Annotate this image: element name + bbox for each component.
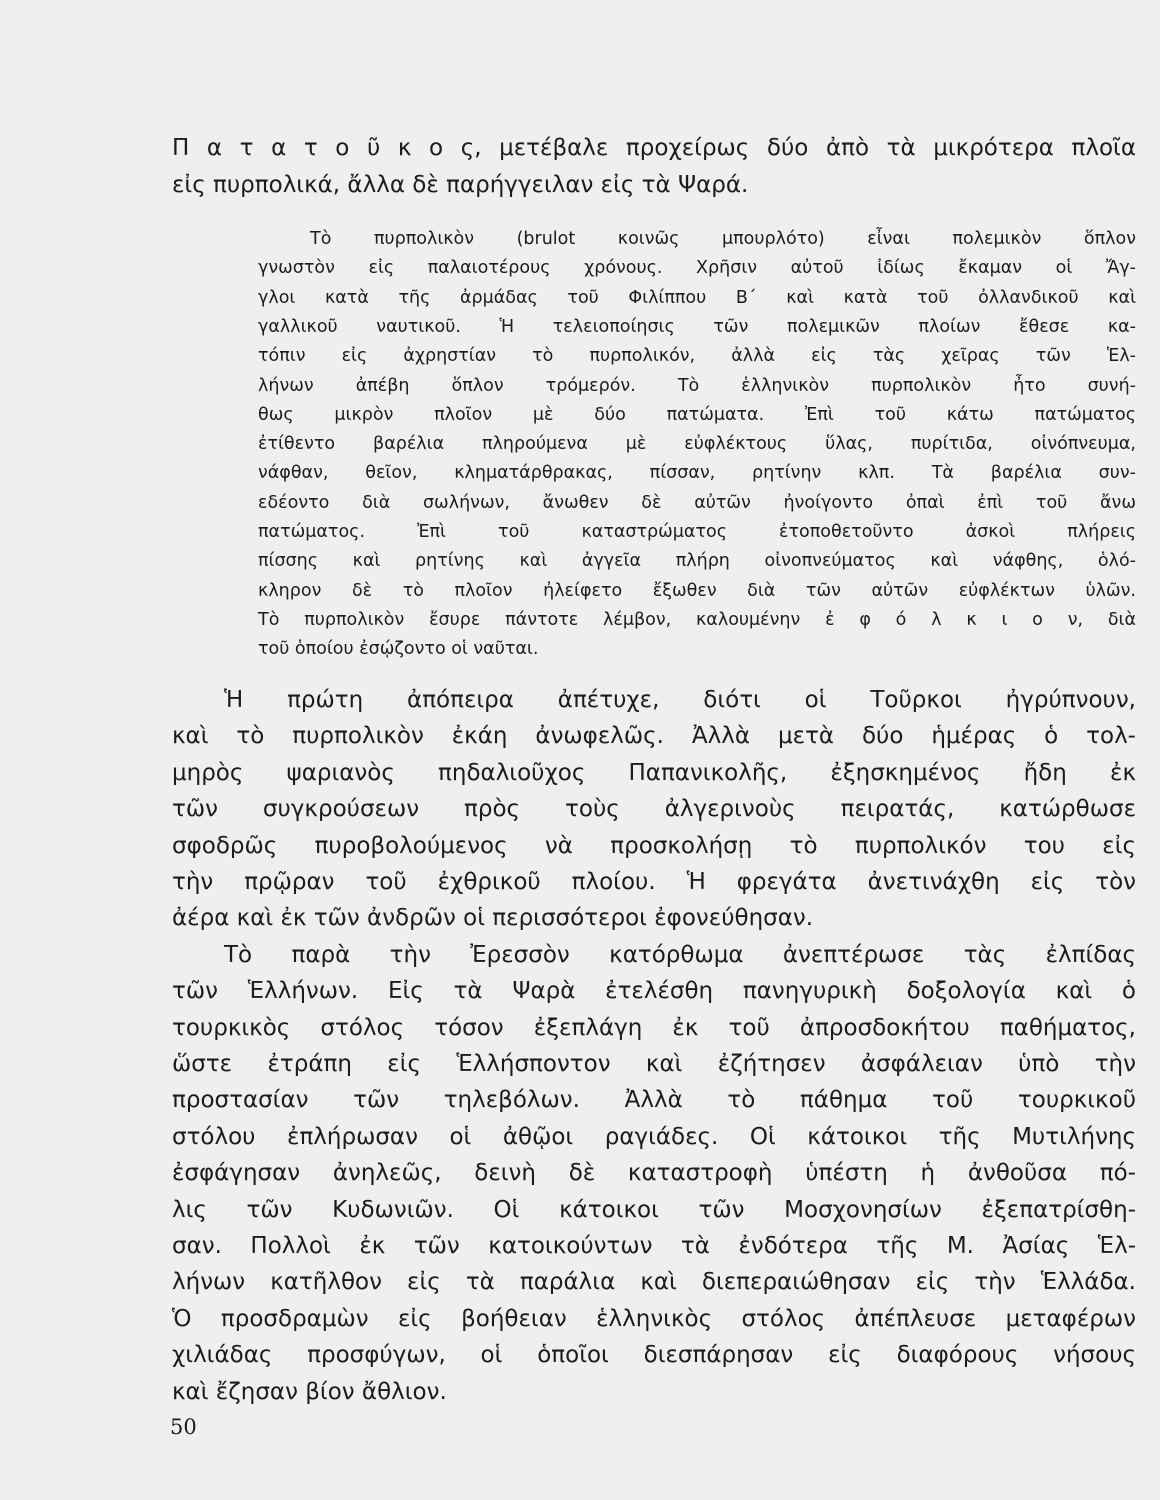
text-line: Ὁ προσδραμὼν εἰς βοήθειαν ἑλληνικὸς στόλος ἀπέπλευσε μεταφέρων bbox=[172, 1305, 1136, 1332]
text-line: νάφθαν, θεῖον, κληματάρθρακας, πίσσαν, ρητίνην κλπ. Τὰ βαρέλια συν- bbox=[258, 463, 1136, 484]
text-line: τουρκικὸς στόλος τόσον ἐξεπλάγη ἐκ τοῦ ἀπροσδοκήτου παθήματος, bbox=[172, 1014, 1136, 1041]
text-line: πατώματος. Ἐπὶ τοῦ καταστρώματος ἐτοποθετοῦντο ἀσκοὶ πλήρεις bbox=[258, 522, 1136, 542]
text-line: καὶ τὸ πυρπολικὸν ἐκάη ἀνωφελῶς. Ἀλλὰ μετὰ δύο ἡμέρας ὁ τολ- bbox=[172, 723, 1136, 750]
text-line: τὴν πρῷραν τοῦ ἐχθρικοῦ πλοίου. Ἡ φρεγάτα ἀνετινάχθη εἰς τὸν bbox=[172, 869, 1136, 895]
text-line: λήνων ἀπέβη ὅπλον τρόμερόν. Τὸ ἑλληνικὸν πυρπολικὸν ἦτο συνή- bbox=[258, 375, 1136, 396]
text-line: Τὸ πυρπολικὸν ἔσυρε πάντοτε λέμβον, καλουμένην ἐ φ ό λ κ ι ο ν, διὰ bbox=[258, 609, 1136, 630]
text-line: γνωστὸν εἰς παλαιοτέρους χρόνους. Χρῆσιν αὐτοῦ ἰδίως ἔκαμαν οἱ Ἄγ- bbox=[258, 258, 1136, 279]
text-line: τῶν συγκρούσεων πρὸς τοὺς ἀλγερινοὺς πειρατάς, κατώρθωσε bbox=[172, 796, 1136, 823]
text-line: Π α τ α τ ο ῦ κ ο ς, μετέβαλε προχείρως δύο ἀπὸ τὰ μικρότερα πλοῖα bbox=[172, 135, 1136, 161]
text-line: καὶ ἔζησαν βίον ἄθλιον. bbox=[172, 1378, 447, 1405]
text-line: λήνων κατῆλθον εἰς τὰ παράλια καὶ διεπεραιώθησαν εἰς τὴν Ἑλλάδα. bbox=[172, 1269, 1136, 1296]
text-line: τῶν Ἑλλήνων. Εἰς τὰ Ψαρὰ ἐτελέσθη πανηγυρικὴ δοξολογία καὶ ὁ bbox=[172, 978, 1136, 1005]
text-line: χιλιάδας προσφύγων, οἱ ὁποῖοι διεσπάρησαν εἰς διαφόρους νήσους bbox=[172, 1342, 1136, 1369]
text-line: σφοδρῶς πυροβολούμενος νὰ προσκολήσῃ τὸ πυρπολικόν του εἰς bbox=[172, 832, 1136, 859]
text-line: ἀέρα καὶ ἐκ τῶν ἀνδρῶν οἱ περισσότεροι ἐφονεύθησαν. bbox=[172, 905, 814, 932]
text-line: εἰς πυρπολικά, ἄλλα δὲ παρήγγειλαν εἰς τὰ Ψαρά. bbox=[172, 172, 749, 198]
page-number: 50 bbox=[170, 1415, 197, 1439]
text-line: εδέοντο διὰ σωλήνων, ἄνωθεν δὲ αὐτῶν ἠνοίγοντο ὀπαὶ ἐπὶ τοῦ ἄνω bbox=[258, 492, 1136, 513]
text-line: Τὸ πυρπολικὸν (brulot κοινῶς μπουρλότο) εἶναι πολεμικὸν ὅπλον bbox=[310, 229, 1136, 249]
text-line: μηρὸς ψαριανὸς πηδαλιοῦχος Παπανικολῆς, ἐξησκημένος ἤδη ἐκ bbox=[172, 759, 1136, 786]
text-line: Τὸ παρὰ τὴν Ἐρεσσὸν κατόρθωμα ἀνεπτέρωσε τὰς ἐλπίδας bbox=[224, 941, 1136, 968]
text-line: ἐτίθεντο βαρέλια πληρούμενα μὲ εὐφλέκτους ὕλας, πυρίτιδα, οἰνόπνευμα, bbox=[258, 434, 1136, 455]
text-line: σαν. Πολλοὶ ἐκ τῶν κατοικούντων τὰ ἐνδότερα τῆς Μ. Ἀσίας Ἑλ- bbox=[172, 1233, 1136, 1259]
text-line: στόλου ἐπλήρωσαν οἱ ἀθῷοι ραγιάδες. Οἱ κάτοικοι τῆς Μυτιλήνης bbox=[172, 1123, 1136, 1150]
text-line: προστασίαν τῶν τηλεβόλων. Ἀλλὰ τὸ πάθημα τοῦ τουρκικοῦ bbox=[172, 1087, 1136, 1114]
text-line: ὥστε ἐτράπη εἰς Ἑλλήσποντον καὶ ἐζήτησεν ἀσφάλειαν ὑπὸ τὴν bbox=[172, 1051, 1136, 1077]
text-line: κληρον δὲ τὸ πλοῖον ἠλείφετο ἔξωθεν διὰ τῶν αὐτῶν εὐφλέκτων ὑλῶν. bbox=[258, 580, 1136, 601]
text-line: ἐσφάγησαν ἀνηλεῶς, δεινὴ δὲ καταστροφὴ ὑπέστη ἡ ἀνθοῦσα πό- bbox=[172, 1160, 1136, 1187]
text-line: τόπιν εἰς ἀχρηστίαν τὸ πυρπολικόν, ἀλλὰ εἰς τὰς χεῖρας τῶν Ἑλ- bbox=[258, 346, 1136, 367]
text-line: θως μικρὸν πλοῖον μὲ δύο πατώματα. Ἐπὶ τοῦ κάτω πατώματος bbox=[258, 404, 1136, 425]
text-line: γαλλικοῦ ναυτικοῦ. Ἡ τελειοποίησις τῶν πολεμικῶν πλοίων ἔθεσε κα- bbox=[258, 316, 1136, 337]
text-line: τοῦ ὁποίου ἐσῴζοντο οἱ ναῦται. bbox=[258, 639, 539, 660]
text-line: πίσσης καὶ ρητίνης καὶ ἀγγεῖα πλήρη οἰνοπνεύματος καὶ νάφθης, ὁλό- bbox=[258, 551, 1136, 572]
text-line: Ἡ πρώτη ἀπόπειρα ἀπέτυχε, διότι οἱ Τοῦρκοι ἠγρύπνουν, bbox=[224, 687, 1136, 713]
text-line: γλοι κατὰ τῆς ἀρμάδας τοῦ Φιλίππου Β΄ καὶ κατὰ τοῦ ὀλλανδικοῦ καὶ bbox=[258, 287, 1136, 308]
text-line: λις τῶν Κυδωνιῶν. Οἱ κάτοικοι τῶν Μοσχονησίων ἐξεπατρίσθη- bbox=[172, 1196, 1136, 1223]
